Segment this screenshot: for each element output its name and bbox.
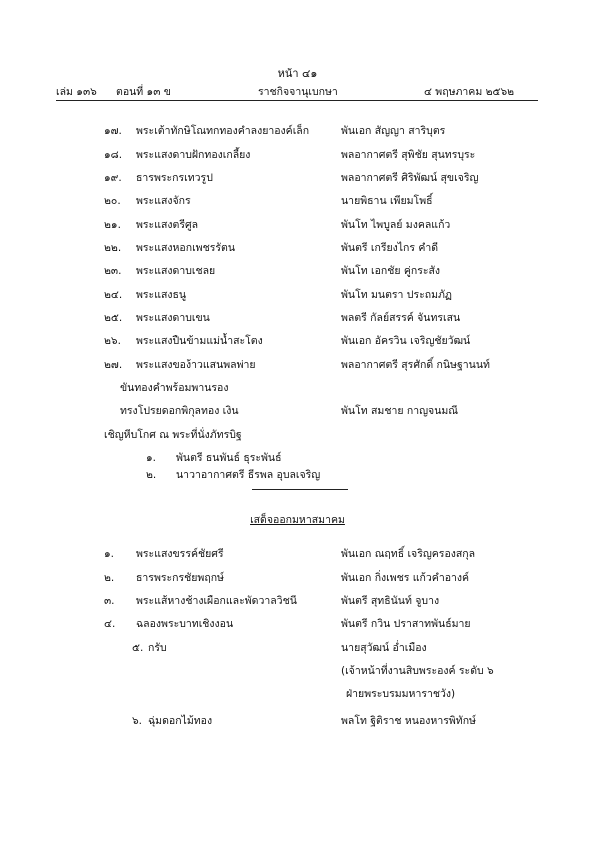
list-item [0,592,595,608]
receiver-number: ๒. [146,469,157,481]
item-person: พลตรี กัลย์สรรค์ จันทรเสน [341,312,461,324]
item-name: พระแสงหอกเพชรรัตน [136,242,236,254]
item-number: ๑๗. [104,125,122,137]
list-item [0,169,595,185]
item-person: พลอากาศตรี ศิริพัฒน์ สุขเจริญ [341,172,479,184]
note-text: (เจ้าหน้าที่งานสิบพระองค์ ระดับ ๖ [341,665,494,677]
item-number: ๒๖. [104,335,121,347]
item-person: พันตรี สุทธินันท์ จูบาง [341,595,440,607]
continuation-text: ขันทองคำพร้อมพานรอง [120,382,229,394]
item-number: ๕. [132,642,144,654]
item-name: กรับ [148,642,167,654]
section-divider [252,489,348,490]
list-item [0,146,595,162]
item-name: พระแสงดาบฝักทองเกลี้ยง [136,149,251,161]
volume: เล่ม ๑๓๖ [56,86,97,98]
item-number: ๑. [104,548,115,560]
item-person: พันโท มนตรา ประถมภัฏ [341,289,452,301]
item-person: พันตรี เกรียงไกร คำดี [341,242,439,254]
item-person: พันเอก สัญญา สาริบุตร [341,125,446,137]
receiver-item [0,466,595,482]
item-name: พระแส้หางช้างเผือกและพัดวาลวิชนี [136,595,297,607]
item-name: ฉลองพระบาทเชิงงอน [136,618,234,630]
receiver-number: ๑. [146,452,157,464]
list-item [0,545,595,561]
item-number: ๓. [104,595,115,607]
list-item [0,216,595,232]
list-item [0,286,595,302]
continuation-text: ทรงโปรยดอกพิกุลทอง เงิน [120,405,239,417]
item-number: ๒๔. [104,289,123,301]
continuation-line [0,402,595,418]
list-item [0,639,595,655]
section-title: เสด็จออกมหาสมาคม [250,514,345,526]
list-item [0,239,595,255]
item-person: พลอากาศตรี สุพิชัย สุนทรบุระ [341,149,476,161]
date: ๔ พฤษภาคม ๒๕๖๒ [424,86,515,98]
item-person: พันเอก อัครวิน เจริญชัยวัฒน์ [341,335,471,347]
item-name: ธารพระกรชัยพฤกษ์ [136,572,224,584]
item-name: พระแสงดาบเขน [136,312,210,324]
list-item [0,712,595,728]
item-number: ๖. [132,715,143,727]
item-number: ๒๗. [104,359,123,371]
item-person: พันโท เอกชัย คู่กระสัง [341,265,441,277]
list-item [0,569,595,585]
item-number: ๔. [104,618,116,630]
list-item [0,309,595,325]
note-line [0,685,595,701]
item-person: นายพิธาน เพียมโพธิ์ [341,195,433,207]
list-item [0,356,595,372]
item-name: พระแสงตรีศูล [136,219,199,231]
item-name: ธารพระกรเทวรูป [136,172,213,184]
header-rule [56,100,538,101]
receiver-name: พันตรี ธนพันธ์ ธุระพันธ์ [176,452,282,464]
item-person: พันตรี กวิน ปราสาทพันธ์มาย [341,618,471,630]
item-name: ฉุ่มดอกไม้ทอง [148,715,213,727]
gazette-name: ราชกิจจานุเบกษา [258,86,338,98]
part: ตอนที่ ๑๓ ข [116,86,171,98]
item-person: พันเอก กิ่งเพชร แก้วคำอางค์ [341,572,470,584]
item-name: พระแสงปืนข้ามแม่น้ำสะโตง [136,335,263,347]
continuation-text: เชิญหีบโกศ ณ พระที่นั่งภัทรบิฐ [104,429,242,441]
list-item [0,615,595,631]
item-number: ๒๓. [104,265,122,277]
list-item [0,262,595,278]
item-number: ๒๑. [104,219,121,231]
item-name: พระแสงธนู [136,289,187,301]
item-number: ๑๘. [104,149,123,161]
receiver-name: นาวาอากาศตรี ธีรพล อุบลเจริญ [176,469,321,481]
item-number: ๒๒. [104,242,122,254]
receiver-item [0,449,595,465]
continuation-line [0,379,595,395]
item-number: ๒. [104,572,115,584]
item-person: พันโท ไพบูลย์ มงคลแก้ว [341,219,451,231]
item-name: พระแสงจักร [136,195,191,207]
item-number: ๑๙. [104,172,122,184]
note-text: ฝ่ายพระบรมมหาราชวัง) [346,688,456,700]
continuation-line [0,426,595,442]
item-person: นายสุวัฒน์ อ่ำเมือง [341,642,427,654]
item-name: พระแสงดาบเชลย [136,265,216,277]
item-person: พันเอก ณฤทธิ์ เจริญครองสกุล [341,548,476,560]
list-item [0,192,595,208]
list-item [0,122,595,138]
list-item [0,332,595,348]
item-name: พระเต้าทักษิโณทกทองคำลงยาองค์เล็ก [136,125,310,137]
item-number: ๒๕. [104,312,123,324]
item-person: พลอากาศตรี สุรศักดิ์ กนิษฐานนท์ [341,359,490,371]
page-number: หน้า ๔๑ [277,67,318,80]
note-line [0,662,595,678]
item-name: พระแสงขรรค์ชัยศรี [136,548,224,560]
item-name: พระแสงของ้าวแสนพลพ่าย [136,359,256,371]
item-person: พลโท ฐิติราช หนองหารพิทักษ์ [341,715,476,727]
item-number: ๒๐. [104,195,121,207]
continuation-person: พันโท สมชาย กาญจนมณี [341,405,459,417]
